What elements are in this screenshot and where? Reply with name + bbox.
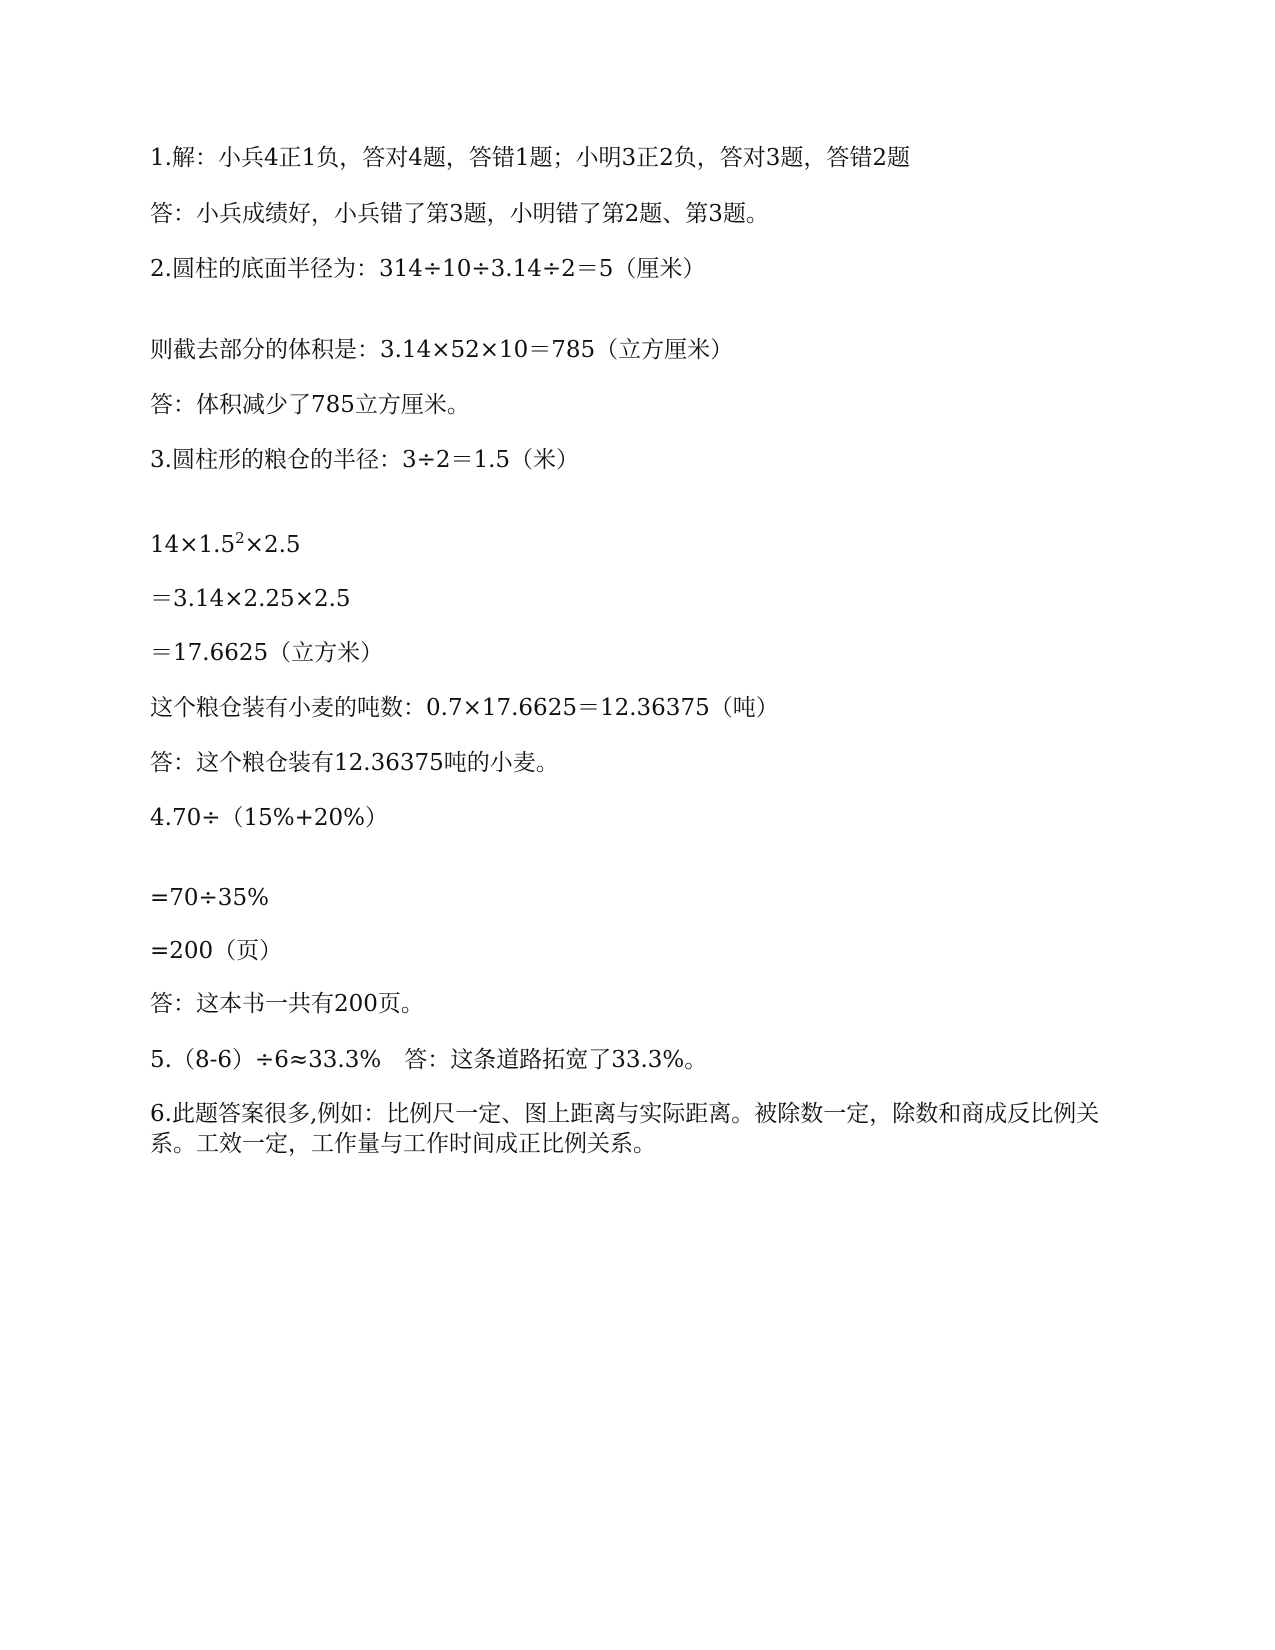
answer-4-conclusion: 答：这本书一共有200页。 bbox=[150, 991, 424, 1017]
answer-2-conclusion: 答：体积减少了785立方厘米。 bbox=[150, 392, 470, 418]
formula-tail: ×2.5 bbox=[244, 532, 301, 558]
answer-3-step-2: ＝17.6625（立方米） bbox=[150, 640, 384, 666]
answer-3-conclusion: 答：这个粮仓装有12.36375吨的小麦。 bbox=[150, 750, 559, 776]
formula-exponent: 2 bbox=[235, 529, 245, 547]
answer-3-radius: 3.圆柱形的粮仓的半径：3÷2＝1.5（米） bbox=[150, 447, 580, 473]
answer-1-conclusion: 答：小兵成绩好，小兵错了第3题，小明错了第2题、第3题。 bbox=[150, 201, 769, 227]
answer-3-tonnage: 这个粮仓装有小麦的吨数：0.7×17.6625＝12.36375（吨） bbox=[150, 695, 779, 721]
answer-4-step-1: =70÷35% bbox=[150, 885, 269, 911]
formula-base: 14×1.5 bbox=[150, 532, 236, 558]
answer-3-step-1: ＝3.14×2.25×2.5 bbox=[150, 586, 351, 612]
answer-5: 5.（8-6）÷6≈33.3% 答：这条道路拓宽了33.3%。 bbox=[150, 1047, 708, 1073]
answer-2-volume: 则截去部分的体积是：3.14×52×10＝785（立方厘米） bbox=[150, 337, 734, 363]
answer-4-formula: 4.70÷（15%+20%） bbox=[150, 805, 388, 831]
answer-3-formula bbox=[150, 531, 1130, 559]
answer-6: 6.此题答案很多,例如：比例尺一定、图上距离与实际距离。被除数一定，除数和商成反比例关系。工效一定，工作量与工作时间成正比例关系。 bbox=[150, 1101, 1100, 1157]
answer-4-step-2: =200（页） bbox=[150, 938, 283, 964]
answer-1-solution: 1.解：小兵4正1负，答对4题，答错1题；小明3正2负，答对3题，答错2题 bbox=[150, 145, 911, 171]
answer-2-radius: 2.圆柱的底面半径为：314÷10÷3.14÷2＝5（厘米） bbox=[150, 256, 706, 282]
